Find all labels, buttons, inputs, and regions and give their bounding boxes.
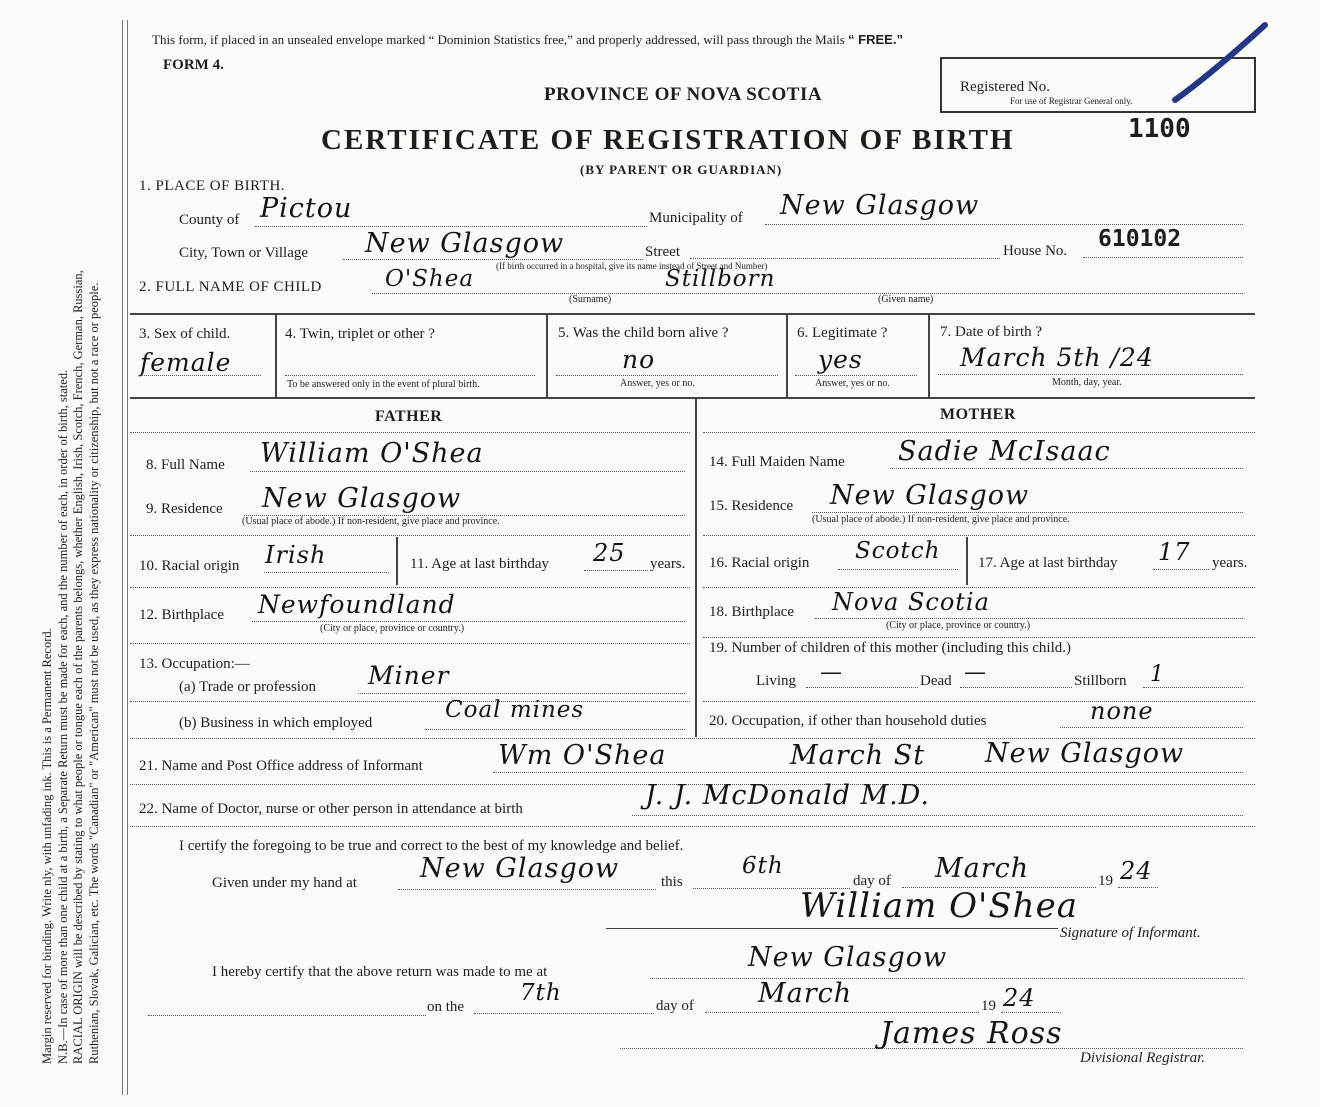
father-age-label: 11. Age at last birthday [410,556,549,572]
signature-caption: Signature of Informant. [1060,925,1201,941]
registrar-day-of-label: day of [656,998,694,1014]
father-name-value: William O'Shea [260,438,484,469]
dead-value: — [964,660,987,685]
living-label: Living [756,673,796,689]
given-under-hand-label: Given under my hand at [212,875,357,891]
business-label: (b) Business in which employed [179,715,373,731]
father-name-label: 8. Full Name [146,457,225,473]
occupation-label: 13. Occupation:— [139,656,250,672]
registrar-year-value: 24 [1003,984,1036,1012]
house-number-value: 610102 [1098,226,1182,252]
registrar-year-prefix: 19 [981,998,996,1014]
province-heading: PROVINCE OF NOVA SCOTIA [544,84,823,105]
informant-name: Wm O'Shea [498,740,667,771]
date-of-birth-value: March 5th /24 [960,343,1154,372]
doctor-label: 22. Name of Doctor, nurse or other person in attendance at birth [139,801,523,817]
registrar-caption: Divisional Registrar. [1080,1050,1206,1066]
father-residence-value: New Glasgow [262,483,462,514]
father-age-value: 25 [593,539,626,567]
informant-label: 21. Name and Post Office address of Informant [139,758,423,774]
registered-number: 1100 [1128,114,1191,144]
mother-residence-value: New Glasgow [830,480,1030,511]
margin-rule [127,20,128,1095]
street-label: Street [645,244,680,260]
this-label: this [661,874,683,890]
mother-racial-origin-value: Scotch [855,538,941,564]
father-racial-origin-value: Irish [265,541,327,569]
stillborn-value: 1 [1150,662,1165,687]
informant-town: New Glasgow [985,738,1185,769]
mother-name-label: 14. Full Maiden Name [709,454,845,470]
given-name-caption: (Given name) [878,294,934,305]
mother-birthplace-label: 18. Birthplace [709,604,794,620]
mother-birthplace-value: Nova Scotia [832,588,990,616]
municipality-value: New Glasgow [780,190,980,221]
certification-statement: I certify the foregoing to be true and correct to the best of my knowledge and belief. [179,838,684,854]
father-birthplace-label: 12. Birthplace [139,607,224,623]
twin-note: To be answered only in the event of plural birth. [287,379,480,390]
street-note: (If birth occurred in a hospital, give its name instead of Street and Number) [496,261,768,271]
registrar-signature: James Ross [880,1016,1063,1051]
legitimate-value: yes [818,345,863,374]
ink-check-mark [1170,20,1270,110]
dead-label: Dead [920,673,952,689]
house-number-label: House No. [1003,243,1068,259]
county-value: Pictou [260,193,353,224]
father-age-suffix: years. [650,556,686,572]
certification-year-prefix: 19 [1098,873,1113,889]
trade-label: (a) Trade or profession [179,679,317,695]
city-label: City, Town or Village [179,245,309,261]
mother-residence-label: 15. Residence [709,498,794,514]
date-of-birth-label: 7. Date of birth ? [940,324,1043,340]
informant-street: March St [790,740,926,771]
mother-age-value: 17 [1158,538,1191,566]
municipality-label: Municipality of [649,210,743,226]
certification-day-of-label: day of [853,873,891,889]
father-residence-label: 9. Residence [146,501,223,517]
registrar-statement: I hereby certify that the above return was made to me at [212,964,548,980]
informant-signature: William O'Shea [800,886,1078,926]
child-name-label: 2. FULL NAME OF CHILD [139,279,322,295]
margin-note: Margin reserved for binding. Write nly, with unfading ink. This is a Permanent Record. [40,628,54,1064]
margin-note: N.B.—In case of more than one child at a birth, a Separate Return must be made for each, and the number of each, in order of birth, stated. [55,369,70,1064]
registrar-day-value: 7th [520,980,562,1006]
registrar-month-value: March [758,978,853,1009]
legitimate-label: 6. Legitimate ? [797,325,888,341]
trade-value: Miner [368,661,450,690]
child-given-name-value: Stillborn [665,266,776,292]
registrar-place-value: New Glasgow [748,942,948,973]
county-label: County of [179,212,240,228]
certification-day-value: 6th [742,853,784,879]
mother-birthplace-caption: (City or place, province or country.) [886,620,1031,631]
certification-year-value: 24 [1120,857,1153,885]
margin-rule [122,20,123,1095]
page-title: CERTIFICATE OF REGISTRATION OF BIRTH [321,124,1015,156]
mother-age-label: 17. Age at last birthday [978,555,1118,571]
father-heading: FATHER [375,408,443,425]
mother-occupation-label: 20. Occupation, if other than household duties [709,713,987,729]
mail-notice: This form, if placed in an unsealed envelope marked “ Dominion Statistics free,” and properly addressed, will pass through the Mails “ FREE.” [152,32,903,47]
registered-label: Registered No. [960,79,1050,95]
surname-caption: (Surname) [569,294,612,305]
margin-note: RACIAL ORIGIN will be described by stating to what people or tongue each of the parents belongs, whether English, Irish, Scotch, French, German, Russian, [71,270,85,1064]
margin-notes [40,14,102,1064]
sex-label: 3. Sex of child. [139,326,231,342]
form-number: FORM 4. [163,57,224,73]
children-count-label: 19. Number of children of this mother (including this child.) [709,640,1072,656]
mother-age-suffix: years. [1212,555,1248,571]
mother-occupation-value: none [1090,697,1154,725]
mother-name-value: Sadie McIsaac [898,436,1111,467]
father-birthplace-caption: (City or place, province or country.) [320,623,465,634]
doctor-value: J. J. McDonald M.D. [645,780,930,811]
sex-value: female [140,348,232,377]
born-alive-value: no [622,345,656,374]
business-value: Coal mines [445,697,585,723]
father-birthplace-value: Newfoundland [258,590,456,619]
child-surname-value: O'Shea [385,266,475,292]
father-residence-caption: (Usual place of abode.) If non-resident, give place and province. [242,516,500,527]
given-place-value: New Glasgow [420,853,620,884]
certification-month-value: March [935,853,1030,884]
mother-heading: MOTHER [940,406,1016,423]
father-racial-origin-label: 10. Racial origin [139,558,240,574]
born-alive-label: 5. Was the child born alive ? [558,325,729,341]
mother-residence-caption: (Usual place of abode.) If non-resident, give place and province. [812,514,1070,525]
margin-note: Ruthenian, Slovak, Galician, etc. The words "Canadian" or "American" must not be used, as they express nationality or citizenship, but not a race or people. [86,282,101,1064]
on-the-label: on the [427,999,465,1015]
living-value: — [820,660,843,685]
date-of-birth-caption: Month, day, year. [1052,377,1122,388]
stillborn-label: Stillborn [1074,673,1127,689]
page-subtitle: (BY PARENT OR GUARDIAN) [580,162,783,177]
registrar-note: For use of Registrar General only. [1010,96,1133,106]
city-value: New Glasgow [365,228,565,259]
legitimate-caption: Answer, yes or no. [815,378,890,389]
place-of-birth-label: 1. PLACE OF BIRTH. [139,178,286,194]
mother-racial-origin-label: 16. Racial origin [709,555,810,571]
born-alive-caption: Answer, yes or no. [620,378,695,389]
twin-label: 4. Twin, triplet or other ? [285,326,435,342]
